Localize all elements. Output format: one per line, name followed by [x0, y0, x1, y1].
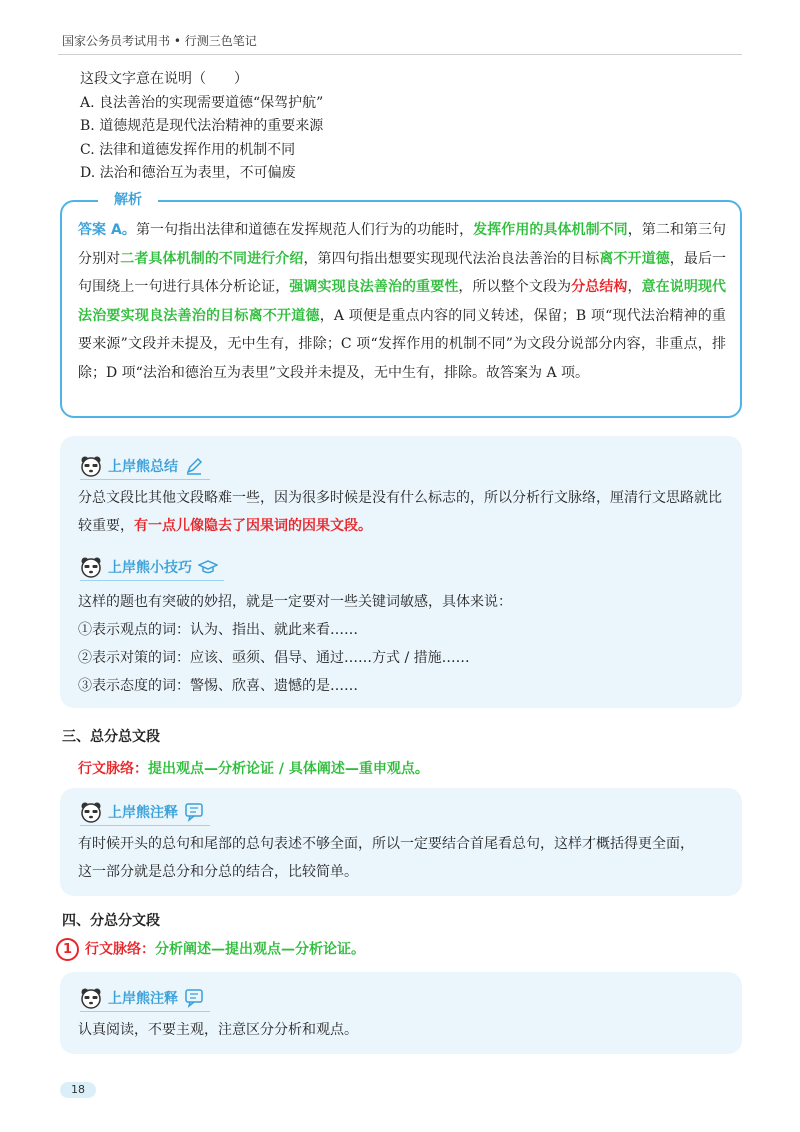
tips-list: [78, 588, 728, 700]
tips-title: 上岸熊小技巧: [108, 560, 192, 576]
question-block: [80, 68, 323, 186]
highlight-red: 有一点儿像隐去了因果词的因果文段。: [134, 518, 372, 534]
option-b: B. 道德规范是现代法治精神的重要来源: [80, 118, 324, 134]
analysis-run: 第一句指出法律和道德在发挥规范人们行为的功能时，: [135, 222, 474, 238]
highlight-green: 二者具体机制的不同进行介绍: [120, 250, 304, 267]
bear-icon: [80, 801, 102, 823]
heading-underline: [80, 580, 224, 581]
analysis-run: ，第二和第三句分别对: [78, 222, 727, 267]
highlight-green: 离不开道德: [599, 250, 670, 267]
graduation-cap-icon: [198, 557, 218, 577]
analysis-run: ，A 项便是重点内容的同义转述，保留；B 项“现代法治精神的重要来源”文段并未提及，无中生有，排除；C 项“发挥作用的机制不同”为文段分说部分内容，非重点，排除；D 项“法治和德治互为表里”文段并未提及，无中生有，排除。故答案为 A 项。: [78, 307, 726, 381]
answer-label: 答案 A。: [78, 222, 136, 238]
highlight-green: 发挥作用的具体机制不同: [473, 222, 628, 238]
heading-underline: [80, 1011, 210, 1012]
route-text: 提出观点—分析论证 / 具体阐述—重申观点。: [148, 761, 429, 777]
summary-text: [78, 484, 728, 540]
note-title: 上岸熊注释: [108, 991, 178, 1007]
summary-heading: [80, 452, 204, 480]
highlight-green: 强调实现良法善治的重要性: [289, 279, 459, 295]
section4-heading: 四、分总分文段: [62, 913, 160, 929]
question-stem: 这段文字意在说明（ ）: [80, 71, 248, 87]
summary-title: 上岸熊总结: [108, 459, 178, 475]
page-number: 18: [60, 1082, 96, 1098]
option-c: C. 法律和道德发挥作用的机制不同: [80, 141, 296, 158]
analysis-run: ，第四句指出想要实现现代法治良法善治的目标: [303, 250, 600, 267]
route-label: 行文脉络：: [85, 941, 155, 958]
analysis-run: ，所以整个文段为: [458, 279, 572, 295]
bear-icon: [80, 455, 102, 477]
running-header: 国家公务员考试用书 • 行测三色笔记: [62, 34, 257, 48]
section4-note-heading: [80, 984, 204, 1012]
option-a: A. 良法善治的实现需要道德“保驾护航”: [80, 94, 324, 111]
pen-icon: [184, 456, 204, 476]
bear-icon: [80, 987, 102, 1009]
heading-underline: [80, 479, 210, 480]
analysis-run: ，最后一句围绕上一句进行具体分析论证，: [78, 250, 727, 295]
heading-underline: [80, 825, 210, 826]
tip-item: ③表示态度的词：警惕、欣喜、遗憾的是……: [78, 678, 358, 694]
analysis-text: [78, 216, 726, 387]
header-divider: [58, 54, 742, 55]
section3-route: [78, 758, 429, 778]
section3-note-text: [78, 830, 738, 886]
note-line: 这一部分就是总分和分总的结合，比较简单。: [78, 864, 358, 880]
note-title: 上岸熊注释: [108, 805, 178, 821]
section4-note-text: 认真阅读，不要主观，注意区分分析和观点。: [78, 1022, 358, 1038]
note-line: 有时候开头的总句和尾部的总句表述不够全面，所以一定要结合首尾看总句，这样才概括得更全面，: [78, 836, 694, 852]
highlight-red: 分总结构: [571, 279, 628, 295]
section3-note-heading: [80, 798, 204, 826]
comment-icon: [184, 802, 204, 822]
summary-run: 分总文段比其他文段略难一些，因为很多时候是没有什么标志的，所以分析行文脉络，厘清行文思路就比较重要，: [78, 490, 722, 534]
route-label: 行文脉络：: [78, 761, 148, 777]
section4-route: [56, 938, 365, 961]
highlight-green: 意在说明现代法治要实现良法善治的目标离不开道德: [78, 279, 727, 324]
analysis-run: ，: [627, 279, 642, 295]
tips-heading: [80, 553, 218, 581]
analysis-tag: 解析: [98, 189, 158, 211]
option-d: D. 法治和德治互为表里，不可偏废: [80, 165, 296, 181]
tip-item: ①表示观点的词：认为、指出、就此来看……: [78, 622, 358, 638]
number-badge: 1: [56, 938, 79, 961]
tips-intro: 这样的题也有突破的妙招，就是一定要对一些关键词敏感，具体来说：: [78, 594, 512, 610]
route-text: 分析阐述—提出观点—分析论证。: [155, 941, 365, 958]
tip-item: ②表示对策的词：应该、亟须、倡导、通过……方式 / 措施……: [78, 650, 470, 666]
bear-icon: [80, 556, 102, 578]
comment-icon: [184, 988, 204, 1008]
section3-heading: 三、总分总文段: [62, 729, 160, 745]
